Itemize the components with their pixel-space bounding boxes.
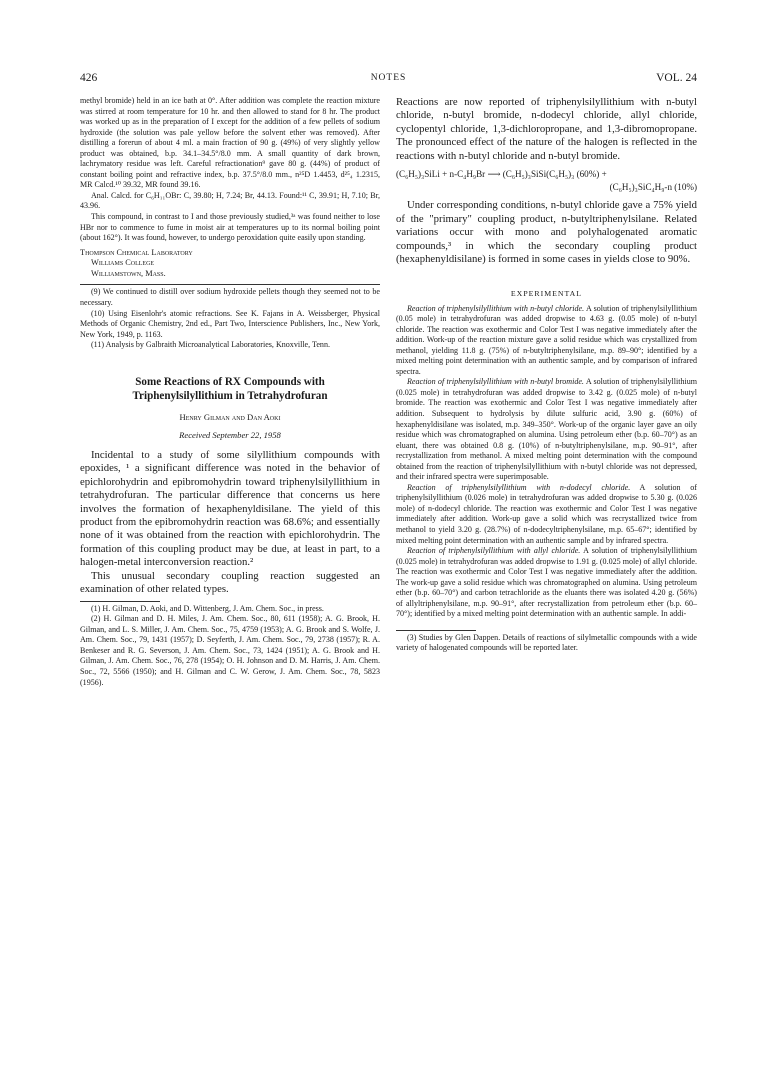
volume-label: VOL. 24 [656,72,697,84]
reaction-equation [396,168,697,193]
exp2-body: A solution of triphenylsilyllithium (0.025 mole) in tetrahydrofuran was added dropwise to 3.42 g. (0.025 mole) of n-butyl bromide. The reaction was exothermic and Color Test I was negative immediately after addition. Subsequent to hydrolysis by dilute sulfuric acid, 3.90 g. (60%) of hexaphenyldisilane was isolated, m.p. 349–350°. Work-up of the organic layer gave an oily residue which was chromatographed on alumina. Using petroleum ether (b.p. 60–70°) as an eluant, there was obtained 0.8 g. (10%) of n-butyltriphenylsilane, m.p. 90–91°, after recrystallization from methanol. A mixed melting point determination with the compound obtained from the reaction of triphenylsilyllithium with n-butyl chloride was not depressed, and their infrared spectra were superimposable. [396,377,697,482]
exp4-title: Reaction of triphenylsilyllithium with allyl chloride. [407,546,581,556]
received-date: Received September 22, 1958 [179,429,281,440]
footnote-rule [80,284,380,285]
footnote-1: (1) H. Gilman, D. Aoki, and D. Wittenberg, J. Am. Chem. Soc., in press. [91,603,324,613]
intro-paragraph: Incidental to a study of some silyllithium compounds with epoxides, ¹ a significant difference was noted in the behavior of epichlorohydrin and epibromohydrin toward triphenylsilyllithium in tetrahydrofuran. The particular difference that concerns us here involves the formation of hexaphenyldisilane. The yield of this product from the epibromohydrin reaction was 68.6%; and essentially none of it was obtained from the reaction with epichlorohydrin. The formation of this coupling product may be due, at least in part, to a halogen-metal interconversion reaction.² [80,448,380,569]
equation-line1: (C₆H₅)₃SiLi + n-C₄H₉Br ⟶ (C₆H₅)₃SiSi(C₆H₅)₃ (60%) + [396,169,607,180]
footnote-9: (9) We continued to distill over sodium hydroxide pellets though they seemed not to be necessary. [80,287,380,307]
footnote-rule-2 [80,601,160,602]
analysis-paragraph: Anal. Calcd. for C₆H₁₁OBr: C, 39.80; H, 7.24; Br, 44.13. Found:¹¹ C, 39.91; H, 7.10; Br, 43.96. [80,190,380,211]
footnotes-article [80,604,380,688]
running-title: NOTES [370,73,407,83]
page-header [80,72,697,88]
experiment-dodecyl-chloride [396,483,697,546]
experimental-heading: EXPERIMENTAL [510,288,583,298]
footnotes-right [396,633,697,654]
affiliation-city: Williamstown, Mass. [91,268,166,278]
exp1-title: Reaction of triphenylsilyllithium with n-butyl chloride. [407,303,585,313]
experiment-butyl-chloride [396,304,697,378]
exp1-body: A solution of triphenylsilyllithium (0.05 mole) in tetrahydrofuran was added dropwise to 4.63 g. (0.05 mole) of n-butyl chloride. The reaction was exothermic and Color Test I was negative immediately after the addition. Work-up of the reaction mixture gave a solid residue which was crystallized from methanol, yielding 11.8 g. (75%) of n-butyltriphenylsilane, m.p. 89–90°; identified by a mixed melting point determination with an authentic sample, and by comparison of infrared spectra. [396,303,697,376]
footnotes-previous [80,287,380,350]
article-authors: Henry Gilman and Dan Aoki [179,411,281,422]
experiment-allyl-chloride [396,546,697,620]
previous-article-paragraph: methyl bromide) held in an ice bath at 0°. After addition was complete the reaction mixture was stirred at room temperature for 10 hr. and then allowed to stand for 8 hr. The product was worked up as in the preparation of I except for the addition of a few pellets of sodium hydroxide (the solution was pale yellow before the solvent ether was removed). After distilling a forerun of about 4 ml. a main fraction of 90 g. (49%) of very slightly yellow product was obtained, b.p. 34.1–34.5°/8.0 mm. A small quantity of dark brown, lachrymatory residue was left. Careful refractionation⁹ gave 80 g. (44%) of product of constant boiling point and refractive index, b.p. 37.5°/8.0 mm., n²⁵D 1.4453, d²⁵₄ 1.2315, MR Calcd.¹⁰ 39.32, MR found 39.16. [80,96,380,190]
page-number: 426 [80,72,98,84]
unusual-paragraph: This unusual secondary coupling reaction suggested an examination of other related types. [80,569,380,596]
equation-line2: (C₆H₅)₃SiC₄H₉-n (10%) [609,181,697,192]
affiliation-college: Williams College [91,258,155,268]
experiment-butyl-bromide [396,377,697,482]
affiliation-lab: Thompson Chemical Laboratory [80,247,193,257]
footnote-rule-3 [396,630,476,631]
footnote-11: (11) Analysis by Galbraith Microanalytical Laboratories, Knoxville, Tenn. [91,340,330,350]
under-paragraph: Under corresponding conditions, n-butyl chloride gave a 75% yield of the "primary" coupling product, n-butyltriphenylsilane. Related variations occur with mono and polyhalogenated aromatic compounds,³ in which the secondary coupling product (hexaphenyldisilane) is formed in some cases in yields close to 90%. [396,199,697,266]
footnote-10: (10) Using Eisenlohr's atomic refractions. See K. Fajans in A. Weissberger, Physical Methods of Organic Chemistry, 2nd ed., Part Two, Interscience Publishers, Inc., New York, New York, 1949, p. 1163. [80,308,380,339]
footnote-2: (2) H. Gilman and D. H. Miles, J. Am. Chem. Soc., 80, 611 (1958); A. G. Brook, H. Gilman, and L. S. Miller, J. Am. Chem. Soc., 75, 4759 (1953); A. G. Brook and S. Wolfe, J. Am. Chem. Soc., 79, 1431 (1957); D. Seyferth, J. Am. Chem. Soc., 79, 2738 (1957); R. A. Benkeser and R. G. Severson, J. Am. Chem. Soc., 73, 1424 (1951); A. G. Brook and H. Gilman, J. Am. Chem. Soc., 76, 278 (1954); O. H. Johnson and D. M. Harris, J. Am. Chem. Soc., 72, 5566 (1950); and H. Gilman and C. W. Gerow, J. Am. Chem. Soc., 78, 5823 (1956). [80,614,380,687]
reactions-paragraph: Reactions are now reported of triphenylsilyllithium with n-butyl chloride, n-butyl bromide, n-dodecyl chloride, allyl chloride, cyclopentyl chloride, 1,3-dichloropropane, and 1,3-dibromopropane. The pronounced effect of the nature of the halogen is reflected in the reactions with n-butyl chloride and n-butyl bromide. [396,96,697,162]
right-column [396,96,697,654]
exp3-title: Reaction of triphenylsilyllithium with n-dodecyl chloride. [407,482,631,492]
article-title-line2: Triphenylsilyllithium in Tetrahydrofuran [132,390,328,403]
exp4-body: A solution of triphenylsilyllithium (0.025 mole) in tetrahydrofuran was added dropwise to 1.91 g. (0.025 mole) of allyl chloride. The reaction was exothermic and Color Test I was negative immediately after the addition. The work-up gave a solid residue which was chromatographed on alumina. Using petroleum ether (b.p. 60–70°) and carbon tetrachloride as the eluants there was isolated 4.20 g. (56%) of allyltriphenylsilane, m.p. 90–91°, after recrystallization from petroleum ether (b.p. 60–70°); identified by a mixed melting point determination with an authentic sample. In addi- [396,546,697,619]
left-column [80,96,380,688]
exp2-title: Reaction of triphenylsilyllithium with n-butyl bromide. [407,377,584,387]
article-title-line1: Some Reactions of RX Compounds with [135,375,325,388]
exp3-body: A solution of triphenylsilyllithium (0.026 mole) in tetrahydrofuran was added dropwise to 5.30 g. (0.026 mole) of n-dodecyl chloride. The reaction was exothermic and Color Test I was negative immediately after addition. Work-up gave a solid which was recrystallized twice from methanol to yield 3.20 g. (28.7%) of n-dodecyltriphenylsilane, m.p. 65–67°; identified by mixed melting point determination with an authentic sample and by infrared spectra. [396,482,697,545]
footnote-3: (3) Studies by Glen Dappen. Details of reactions of silylmetallic compounds with a wide variety of halogenated compounds will be reported later. [396,632,697,653]
compound-paragraph: This compound, in contrast to I and those previously studied,³ᵃ was found neither to lose HBr nor to commence to fume in moist air at temperatures up to its normal boiling point (about 162°). It was found, however, to undergo peroxidation quite easily upon standing. [80,212,380,243]
